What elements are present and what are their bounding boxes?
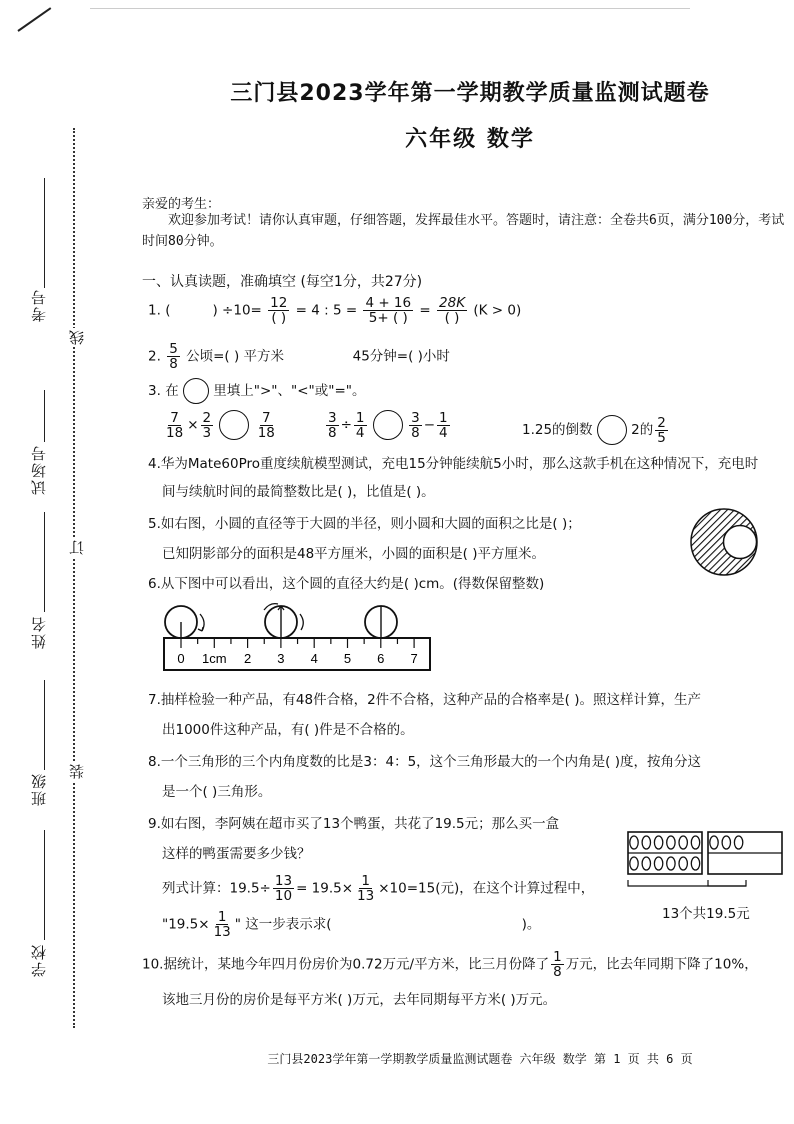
q5-number: 5.: [148, 516, 161, 532]
q1-open-paren: (: [165, 302, 171, 319]
q3c-left: 1.25的倒数: [522, 422, 593, 438]
q8-number: 8.: [148, 754, 161, 770]
q2-number: 2.: [148, 348, 161, 365]
q9-f3-den: 13: [213, 924, 231, 940]
q1-f3-den: ( ): [444, 310, 460, 326]
q2-part-2: 45分钟=( )小时: [352, 348, 450, 365]
q3b-n2: 1: [355, 409, 365, 426]
q9-line-4: [162, 910, 540, 939]
question-7: [148, 688, 701, 708]
q3-item-b: [324, 410, 452, 440]
class-line: [44, 680, 45, 770]
egg: [654, 857, 662, 870]
q3-item-c: [522, 410, 670, 445]
ruler-label: 1cm: [202, 651, 227, 666]
ruler-label: 7: [410, 651, 418, 666]
q9-calc-post: ×10=15(元)，在这个计算过程中，: [378, 880, 595, 897]
question-8: [148, 750, 701, 770]
ruler-label: 0: [177, 651, 185, 666]
egg: [710, 836, 718, 849]
q3-item-a: [162, 410, 279, 440]
q9-l4-post: " 这一步表示求(: [234, 916, 332, 933]
q1-f1-num: 12: [270, 295, 288, 311]
circles-diagram: [688, 506, 760, 578]
q9-frac-1: [273, 874, 294, 903]
q9-l4-end: )。: [521, 916, 541, 933]
egg-caption: 13个共19.5元: [662, 906, 750, 922]
egg: [734, 836, 742, 849]
q3a-d1: 18: [166, 424, 184, 441]
q2-part-1: 公顷=( ) 平方米: [186, 348, 285, 365]
ruler-label: 4: [310, 651, 318, 666]
question-10: [142, 950, 758, 979]
q3b-n1: 3: [328, 409, 337, 426]
ruler-label: 3: [277, 651, 285, 666]
q9-f3-num: 1: [217, 909, 227, 925]
binding-mark-ding: 订: [68, 540, 86, 555]
q6-text: 从下图中可以看出，这个圆的直径大约是( )cm。(得数保留整数): [160, 576, 545, 592]
egg: [734, 857, 742, 870]
q3a-times: ×: [187, 417, 199, 433]
q10-num: 1: [553, 949, 562, 965]
q9-calc-pre: 列式计算：19.5÷: [162, 880, 271, 897]
q3c-right: 2的: [631, 422, 654, 438]
ruler-diagram: [160, 600, 435, 678]
q1-f2-num: 4 + 16: [365, 295, 412, 311]
q3b-n4: 1: [439, 409, 448, 426]
q3a-frac-3: [256, 411, 277, 440]
school-line: [44, 830, 45, 940]
q3a-d2: 3: [202, 424, 212, 441]
binding-mark-line: 线: [68, 330, 86, 345]
q1-number: 1.: [148, 302, 161, 319]
q3b-d2: 4: [355, 424, 365, 441]
q9-l4-pre: "19.5×: [162, 916, 210, 933]
top-edge-line: [90, 8, 690, 9]
egg: [642, 857, 650, 870]
section-1-title: 一、认真读题，准确填空 (每空1分，共27分): [142, 274, 423, 290]
egg: [679, 836, 687, 849]
q3-post: 里填上">"、"<"或"="。: [213, 383, 366, 399]
q2-den: 8: [169, 356, 178, 372]
egg: [722, 857, 730, 870]
q1-op: ÷10=: [222, 302, 262, 319]
q3a-frac-1: [164, 411, 185, 440]
egg: [691, 857, 699, 870]
q3a-frac-2: [201, 411, 214, 440]
small-circle: [724, 526, 757, 559]
q7-line-1: 抽样检验一种产品，有48件合格，2件不合格，这种产品的合格率是( )。照这样计算，生产: [160, 692, 701, 708]
rolling-circle-3: [365, 606, 397, 638]
q3a-n1: 7: [170, 409, 179, 426]
q3b-d4: 4: [439, 424, 448, 441]
q9-f2-num: 1: [361, 873, 370, 889]
q3b-n3: 3: [411, 409, 420, 426]
q4-number: 4.: [148, 456, 161, 472]
q5-line-2: 已知阴影部分的面积是48平方厘米，小圆的面积是( )平方厘米。: [162, 546, 546, 562]
q1-fraction-1: [268, 296, 289, 325]
question-6: [148, 572, 544, 592]
binding-mark-zhuang: 装: [68, 764, 86, 779]
exam-room-line: [44, 390, 45, 442]
egg: [747, 836, 755, 849]
q1-fraction-3: [437, 296, 467, 325]
q3c-frac: [655, 416, 668, 445]
egg: [759, 836, 767, 849]
rolling-circle-1: [165, 606, 204, 638]
q8-line-2: 是一个( )三角形。: [162, 784, 272, 800]
q2-num: 5: [169, 341, 178, 357]
egg: [771, 836, 779, 849]
question-5: [148, 512, 581, 532]
class-label: 班级: [30, 772, 48, 806]
q4-line-2: 间与续航时间的最简整数比是( )，比值是( )。: [162, 484, 435, 500]
student-id-line: [44, 178, 45, 288]
q9-calc-mid: = 19.5×: [296, 880, 354, 897]
q10-post: 万元，比去年同期下降了10%，: [565, 956, 758, 973]
intro-text: 欢迎参加考试！请你认真审题，仔细答题，发挥最佳水平。答题时，请注意：全卷共6页，满分100分，考试时间80分钟。: [142, 213, 785, 249]
q9-line-1: 如右图，李阿姨在超市买了13个鸭蛋，共花了19.5元；那么买一盒: [160, 816, 560, 832]
q1-fraction-2: [363, 296, 413, 325]
name-label: 姓名: [30, 615, 48, 649]
q10-number: 10.: [142, 956, 164, 973]
q1-close-paren: ): [212, 302, 218, 319]
q1-f3-num: 28K: [439, 295, 466, 311]
q3-number: 3.: [148, 383, 161, 399]
q3b-d3: 8: [411, 424, 420, 441]
q3-pre: 在: [165, 383, 179, 399]
q9-f2-den: 13: [357, 888, 375, 904]
exam-title: 三门县2023学年第一学期教学质量监测试题卷: [230, 81, 710, 106]
q10-pre: 据统计，某地今年四月份房价为0.72万元/平方米，比三月份降了: [163, 956, 550, 973]
q10-den: 8: [553, 964, 562, 980]
q7-line-2: 出1000件这种产品，有( )件是不合格的。: [162, 722, 414, 738]
exam-subtitle: 六年级 数学: [405, 127, 535, 152]
egg: [679, 857, 687, 870]
question-4: [148, 452, 758, 472]
q1-condition: (K > 0): [473, 302, 522, 319]
school-label: 学校: [30, 943, 48, 977]
q9-number: 9.: [148, 816, 161, 832]
q9-f1-num: 13: [274, 873, 293, 889]
rolling-circle-2: [264, 604, 303, 638]
question-2: [148, 342, 450, 371]
q1-f2-den: 5+ ( ): [368, 310, 408, 326]
q3a-n3: 7: [261, 409, 271, 426]
ruler-label: 5: [343, 651, 352, 666]
egg: [630, 836, 638, 849]
q3b-frac-4: [437, 411, 450, 440]
q3c-den: 5: [657, 429, 666, 446]
greeting: 亲爱的考生：: [142, 197, 221, 212]
pen-mark: [17, 7, 51, 32]
egg: [667, 836, 675, 849]
q3b-divide: ÷: [340, 417, 352, 433]
q9-frac-3: [212, 910, 233, 939]
egg: [691, 836, 699, 849]
q1-ratio: = 4 : 5 =: [295, 302, 358, 319]
q8-line-1: 一个三角形的三个内角度数的比是3：4：5，这个三角形最大的一个内角是( )度，按角分这: [160, 754, 701, 770]
q3b-frac-2: [354, 411, 367, 440]
egg: [654, 836, 662, 849]
question-3: [148, 378, 365, 404]
answer-circle: [183, 378, 209, 404]
q3b-frac-3: [409, 411, 422, 440]
binding-dotted-line: [73, 128, 75, 1028]
q9-calc: [162, 874, 594, 903]
q3a-compare-circle[interactable]: [219, 410, 249, 440]
q7-number: 7.: [148, 692, 161, 708]
question-1: [148, 296, 521, 325]
q3c-compare-circle[interactable]: [597, 415, 627, 445]
egg-box-diagram: [626, 828, 784, 900]
q9-f1-den: 10: [274, 888, 293, 904]
q9-line-2: 这样的鸭蛋需要多少钱？: [162, 846, 311, 862]
exam-room-label: 试场号: [30, 444, 48, 495]
student-id-label: 考号: [30, 288, 48, 322]
egg: [722, 836, 730, 849]
egg: [642, 836, 650, 849]
q3b-d1: 8: [328, 424, 337, 441]
q1-f1-den: ( ): [271, 310, 287, 326]
page-footer: 三门县2023学年第一学期教学质量监测试题卷 六年级 数学 第 1 页 共 6 页: [267, 1052, 693, 1066]
question-9: [148, 812, 559, 832]
q6-number: 6.: [148, 576, 161, 592]
q3c-num: 2: [657, 414, 666, 431]
q3b-frac-1: [326, 411, 339, 440]
egg: [630, 857, 638, 870]
q9-frac-2: [355, 874, 376, 903]
q3b-minus: −: [423, 417, 435, 433]
q5-line-1: 如右图，小圆的直径等于大圆的半径，则小圆和大圆的面积之比是( )；: [160, 516, 581, 532]
ruler-label: 2: [243, 651, 252, 666]
q3a-n2: 2: [202, 409, 212, 426]
q1-equals: =: [419, 302, 431, 319]
egg: [667, 857, 675, 870]
egg: [759, 857, 767, 870]
egg: [747, 857, 755, 870]
q4-line-1: 华为Mate60Pro重度续航模型测试，充电15分钟能续航5小时，那么这款手机在这种情况下，充电时: [160, 456, 759, 472]
q2-fraction: [167, 342, 180, 371]
q10-line-2: 该地三月份的房价是每平方米( )万元，去年同期每平方米( )万元。: [162, 992, 557, 1008]
egg: [710, 857, 718, 870]
q10-fraction: [551, 950, 564, 979]
egg: [771, 857, 779, 870]
q3b-compare-circle[interactable]: [373, 410, 403, 440]
name-line: [44, 512, 45, 612]
q3a-d3: 18: [257, 424, 275, 441]
ruler-label: 6: [377, 651, 385, 666]
bracket: [708, 880, 746, 886]
